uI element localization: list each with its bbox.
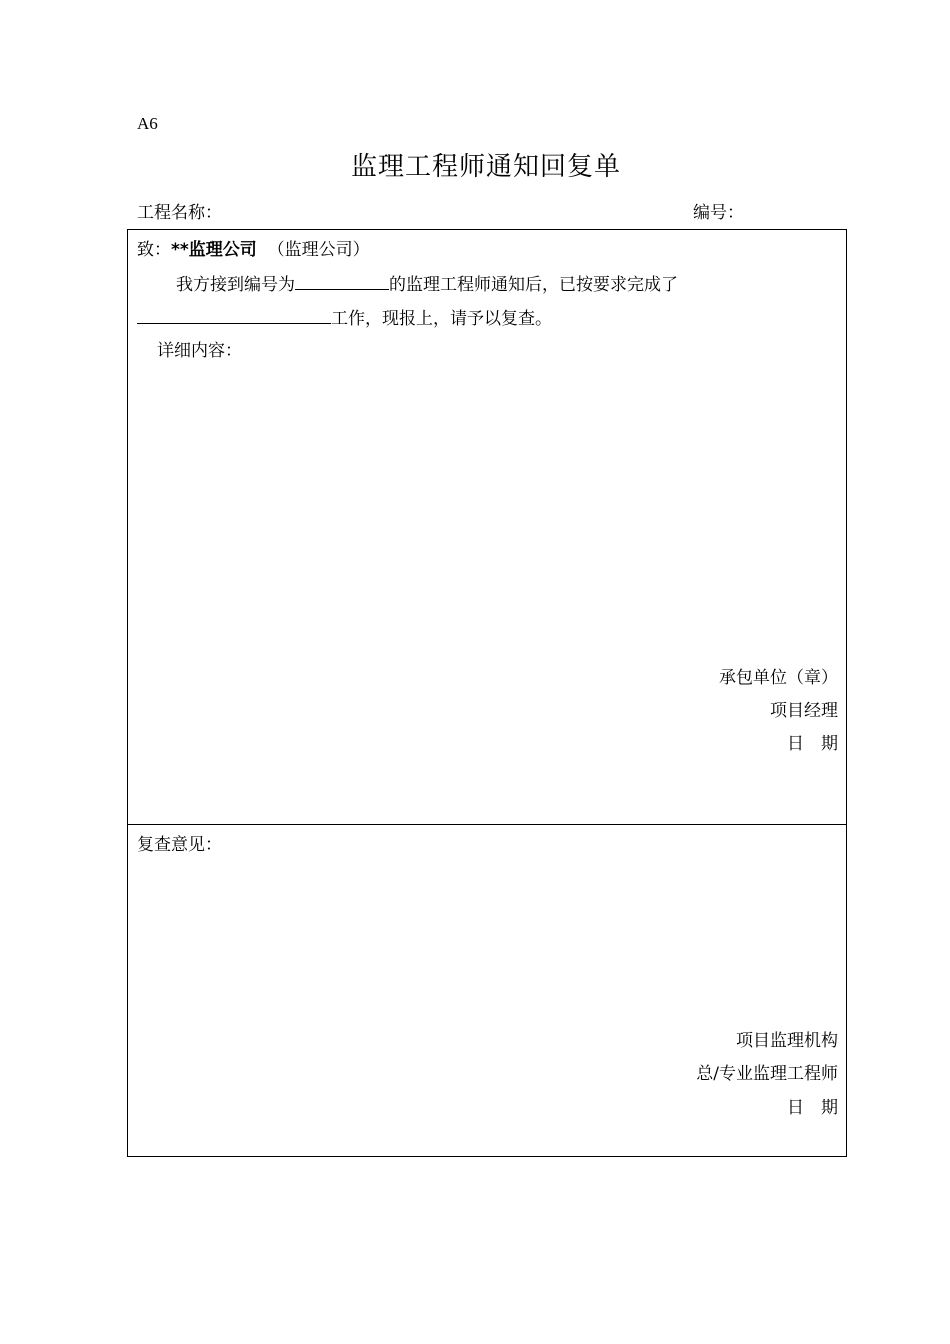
section-divider [128, 824, 846, 825]
to-label: 致： [137, 240, 171, 260]
body-text-part3: 工作，现报上，请予以复查。 [331, 309, 552, 329]
serial-number-label: 编号： [693, 203, 744, 223]
form-code: A6 [137, 114, 158, 133]
contractor-date-label: 日 期 [787, 734, 838, 754]
body-text-part2: 的监理工程师通知后，已按要求完成了 [389, 275, 678, 295]
page-title: 监理工程师通知回复单 [350, 152, 621, 182]
review-date-label: 日 期 [787, 1098, 838, 1118]
details-label: 详细内容： [157, 341, 242, 361]
form-table [127, 229, 847, 1157]
contractor-seal-label: 承包单位（章） [719, 668, 838, 688]
body-paragraph-line-2 [137, 307, 552, 330]
supervising-engineer-label: 总/专业监理工程师 [696, 1064, 838, 1084]
notice-number-blank[interactable] [295, 273, 389, 290]
project-name-label: 工程名称： [137, 203, 222, 223]
review-opinion-label: 复查意见： [137, 835, 222, 855]
body-paragraph-line-1 [176, 273, 678, 296]
recipient-line [137, 239, 370, 261]
work-description-blank[interactable] [137, 307, 331, 324]
recipient-suffix: （监理公司） [267, 240, 370, 260]
supervision-org-label: 项目监理机构 [736, 1031, 838, 1051]
recipient-company: **监理公司 [171, 240, 257, 260]
body-text-part1: 我方接到编号为 [176, 275, 295, 295]
project-manager-label: 项目经理 [770, 701, 838, 721]
